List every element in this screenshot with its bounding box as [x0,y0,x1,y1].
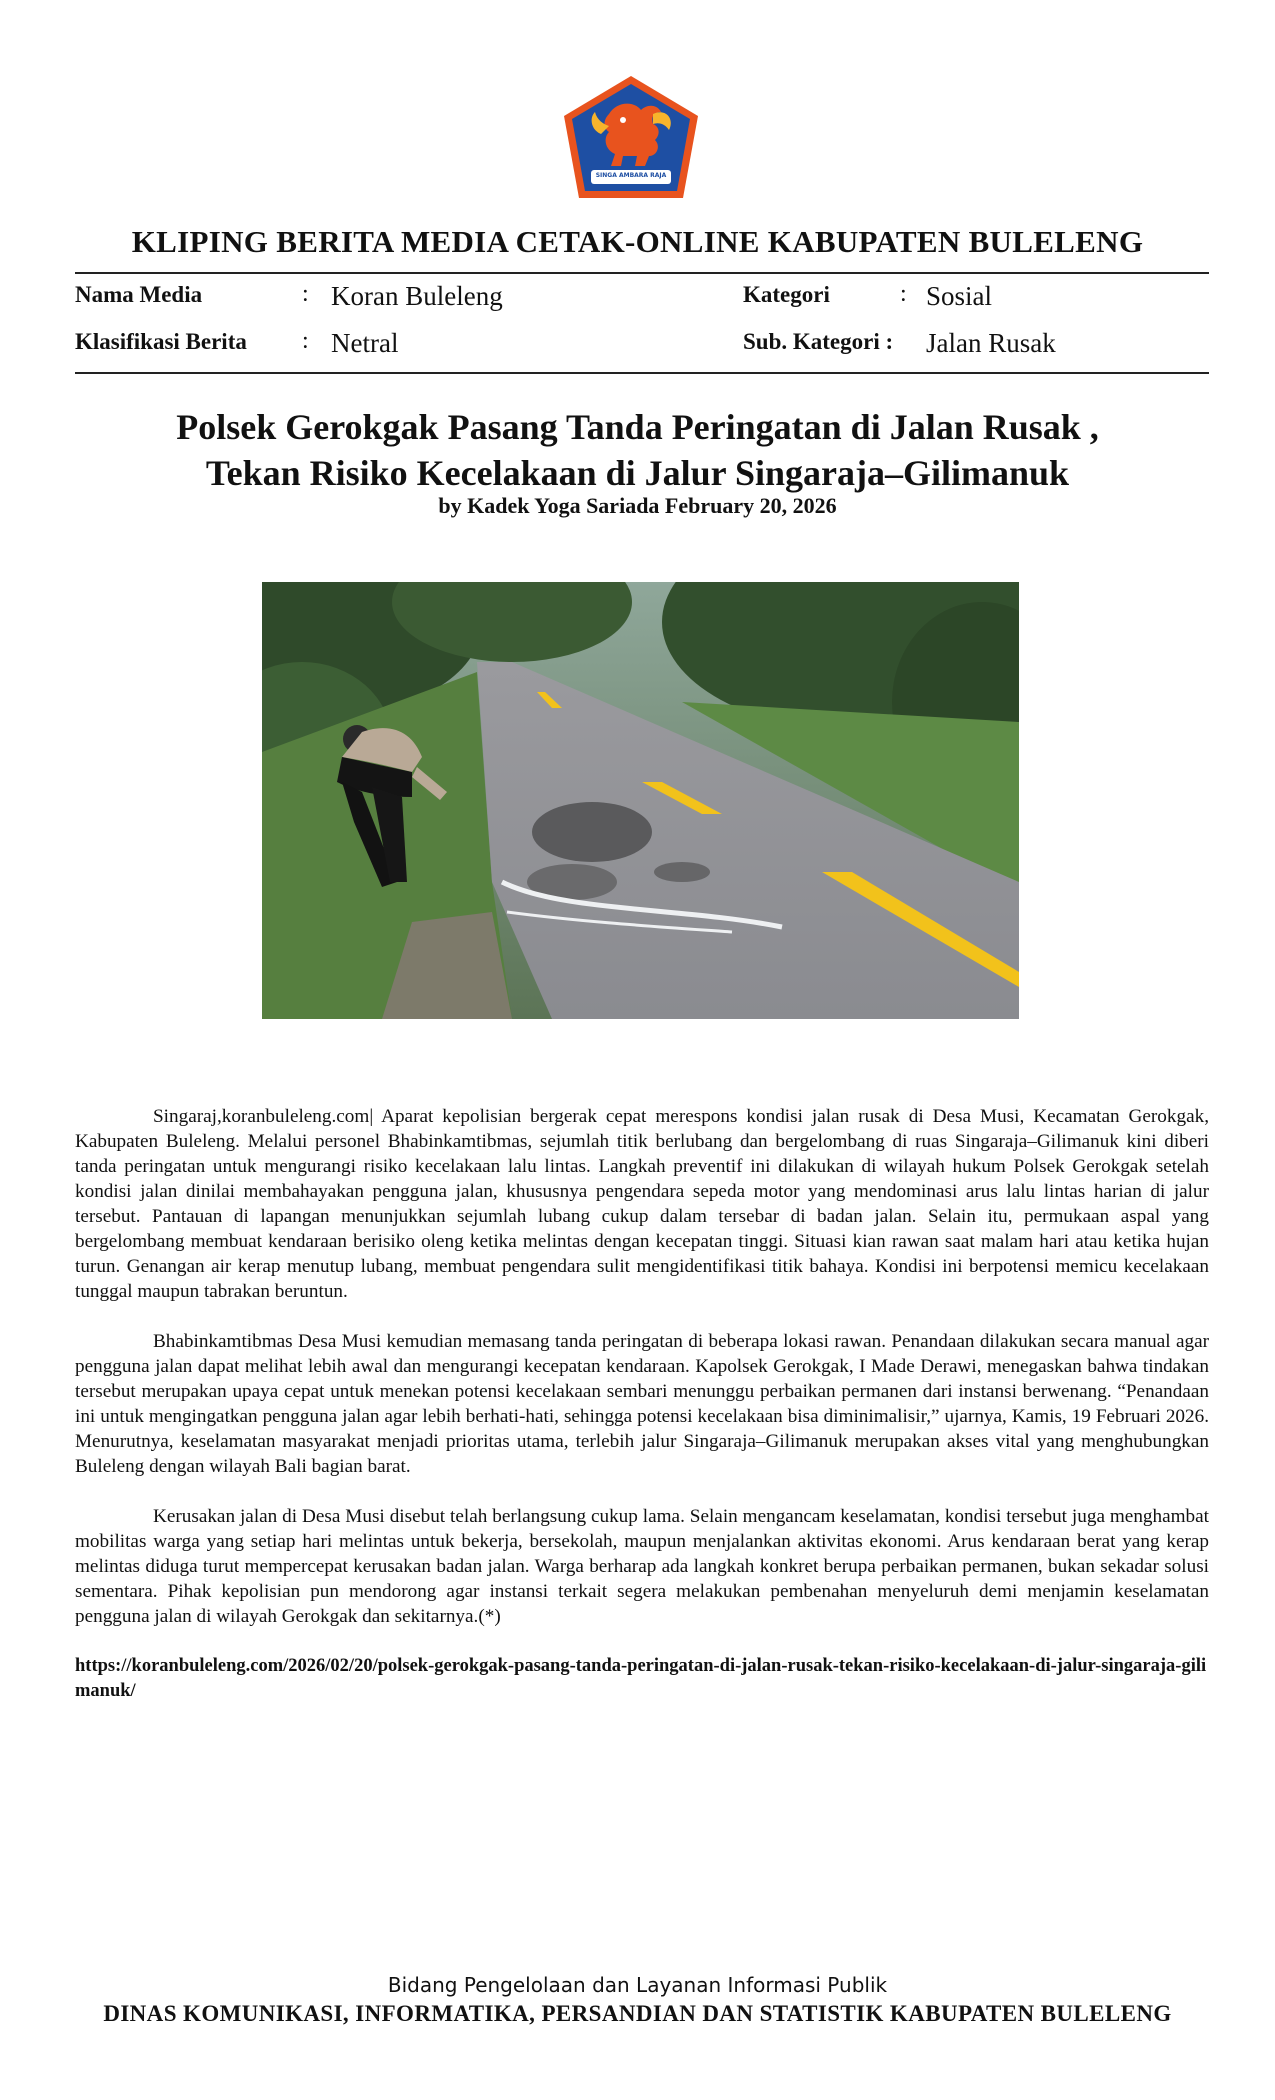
article-title-line2: Tekan Risiko Kecelakaan di Jalur Singaraja–Gilimanuk [205,453,1070,493]
regency-logo [561,74,701,202]
subcategory-value: Jalan Rusak [926,328,1056,358]
header-divider-top [75,272,1209,274]
category-colon: : [900,281,907,307]
media-colon: : [302,281,309,307]
source-url-link[interactable]: https://koranbuleleng.com/2026/02/20/polsek-gerokgak-pasang-tanda-peringatan-di-jalan-rusak-tekan-risiko-kecelakaan-di-jalur-singaraja-gilimanuk/ [75,1656,1207,1701]
classification-colon: : [302,328,309,354]
document-header-title: KLIPING BERITA MEDIA CETAK-ONLINE KABUPATEN BULELENG [131,224,1144,259]
article-title-line1: Polsek Gerokgak Pasang Tanda Peringatan di Jalan Rusak , [176,407,1099,447]
header-divider-bottom [75,372,1209,374]
article-paragraph-1: Singaraj,koranbuleleng.com| Aparat kepolisian bergerak cepat merespons kondisi jalan rusak di Desa Musi, Kecamatan Gerokgak, Kabupaten Buleleng. Melalui personel Bhabinkamtibmas, sejumlah titik berlubang dan bergelombang di ruas Singaraja–Gilimanuk kini diberi tanda peringatan untuk mengurangi risiko kecelakaan lalu lintas. Langkah preventif ini dilakukan di wilayah hukum Polsek Gerokgak setelah kondisi jalan dinilai membahayakan pengguna jalan, khususnya pengendara sepeda motor yang mendominasi arus lalu lintas harian di jalur tersebut. Pantauan di lapangan menunjukkan sejumlah lubang cukup dalam tersebar di badan jalan. Selain itu, permukaan aspal yang bergelombang membuat kendaraan berisiko oleng ketika melintas dengan kecepatan tinggi. Situasi kian rawan saat malam hari atau ketika hujan turun. Genangan air kerap menutup lubang, membuat pengendara sulit mengidentifikasi titik bahaya. Kondisi ini berpotensi memicu kecelakaan tunggal maupun tabrakan beruntun. [75,1106,1209,1302]
media-value: Koran Buleleng [331,281,503,311]
category-value: Sosial [926,281,993,311]
classification-label: Klasifikasi Berita [75,329,247,354]
classification-value: Netral [331,328,399,358]
category-label: Kategori [743,282,830,307]
road-photo-illustration [262,582,1019,1019]
subcategory-label: Sub. Kategori : [743,329,894,354]
article-photo [262,582,1019,1019]
logo-emblem [561,74,701,202]
article-paragraph-3: Kerusakan jalan di Desa Musi disebut telah berlangsung cukup lama. Selain mengancam keselamatan, kondisi tersebut juga menghambat mobilitas warga yang setiap hari melintas untuk bekerja, bersekolah, maupun menjalankan aktivitas ekonomi. Arus kendaraan berat yang kerap melintas diduga turut mempercepat kerusakan badan jalan. Warga berharap ada langkah konkret berupa perbaikan permanen, bukan sekadar solusi sementara. Pihak kepolisian pun mendorong agar instansi terkait segera melakukan pembenahan menyeluruh demi menjamin keselamatan pengguna jalan di wilayah Gerokgak dan sekitarnya.(*) [75,1506,1209,1627]
media-label: Nama Media [75,282,203,307]
footer-agency: DINAS KOMUNIKASI, INFORMATIKA, PERSANDIAN DAN STATISTIK KABUPATEN BULELENG [103,2001,1172,2026]
footer-department: Bidang Pengelolaan dan Layanan Informasi Publik [387,1973,888,1997]
article-title [75,404,1200,496]
article-body [75,1104,1209,1729]
article-paragraph-2: Bhabinkamtibmas Desa Musi kemudian memasang tanda peringatan di beberapa lokasi rawan. Penandaan dilakukan secara manual agar pengguna jalan dapat melihat lebih awal dan mengurangi kecepatan kendaraan. Kapolsek Gerokgak, I Made Derawi, menegaskan bahwa tindakan tersebut merupakan upaya cepat untuk menekan potensi kecelakaan sembari menunggu perbaikan permanen dari instansi berwenang. “Penandaan ini untuk mengingatkan pengguna jalan agar lebih berhati-hati, sehingga potensi kecelakaan bisa diminimalisir,” ujarnya, Kamis, 19 Februari 2026. Menurutnya, keselamatan masyarakat menjadi prioritas utama, terlebih jalur Singaraja–Gilimanuk merupakan akses vital yang menghubungkan Buleleng dengan wilayah Bali bagian barat. [75,1331,1209,1477]
article-byline: by Kadek Yoga Sariada February 20, 2026 [438,493,837,518]
logo-caption: SINGA AMBARA RAJA [595,172,667,179]
